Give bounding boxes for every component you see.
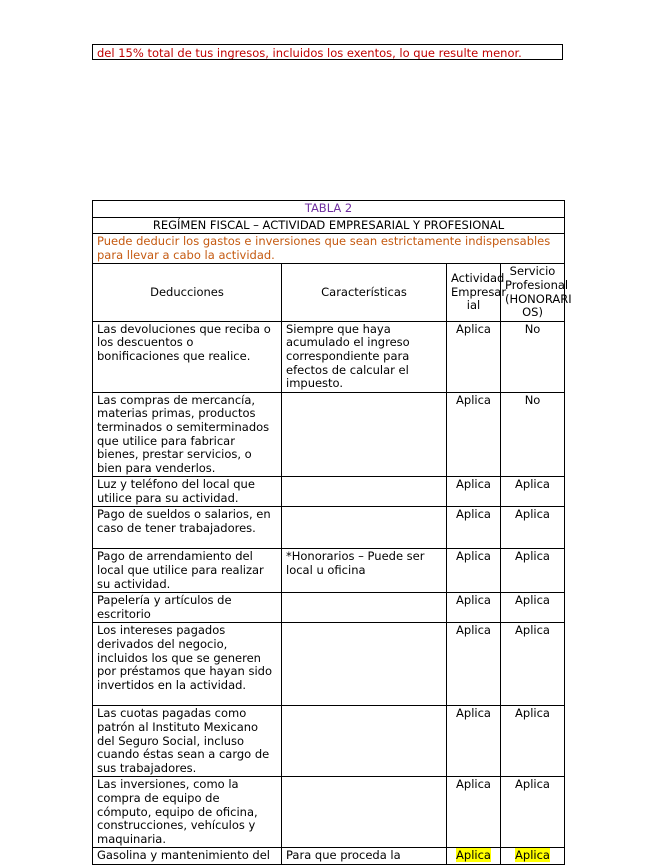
row-deduccion: Pago de sueldos o salarios, en caso de tener trabajadores.: [93, 507, 282, 549]
table-row: [93, 392, 565, 477]
row-caracteristica: *Honorarios – Puede ser local u oficina: [282, 549, 447, 593]
row-actividad: Aplica: [447, 777, 501, 848]
row-actividad: Aplica: [447, 623, 501, 706]
row-deduccion: Papelería y artículos de escritorio: [93, 593, 282, 623]
row-caracteristica: [282, 477, 447, 507]
row-deduccion: Las compras de mercancía, materias primas, productos terminados o semiterminados que utilice para fabricar bienes, prestar servicios, o bien para venderlos.: [93, 392, 282, 477]
row-actividad: Aplica: [447, 321, 501, 392]
row-actividad: Aplica: [447, 593, 501, 623]
header-actividad: Actividad Empresar ial: [447, 264, 501, 321]
table-title: TABLA 2: [93, 201, 565, 218]
header-caracteristicas: Características: [282, 264, 447, 321]
row-deduccion: Gasolina y mantenimiento del: [93, 848, 282, 865]
row-servicio: Aplica: [501, 593, 565, 623]
row-deduccion: Pago de arrendamiento del local que utilice para realizar su actividad.: [93, 549, 282, 593]
table-row: [93, 477, 565, 507]
row-deduccion: Las cuotas pagadas como patrón al Instituto Mexicano del Seguro Social, incluso cuando éstas sean a cargo de sus trabajadores.: [93, 706, 282, 777]
row-servicio: Aplica: [501, 507, 565, 549]
row-caracteristica: [282, 706, 447, 777]
row-deduccion: Las devoluciones que reciba o los descuentos o bonificaciones que realice.: [93, 321, 282, 392]
row-servicio: Aplica: [501, 549, 565, 593]
row-deduccion: Los intereses pagados derivados del negocio, incluidos los que se generen por préstamos que hayan sido invertidos en la actividad.: [93, 623, 282, 706]
row-caracteristica: Siempre que haya acumulado el ingreso correspondiente para efectos de calcular el impuesto.: [282, 321, 447, 392]
table-intro: Puede deducir los gastos e inversiones que sean estrictamente indispensables para llevar a cabo la actividad.: [93, 234, 565, 264]
top-text-box: [92, 44, 563, 60]
row-servicio: No: [501, 392, 565, 477]
table-row: [93, 321, 565, 392]
row-servicio: Aplica: [501, 777, 565, 848]
table-subtitle: REGÍMEN FISCAL – ACTIVIDAD EMPRESARIAL Y PROFESIONAL: [93, 217, 565, 234]
table-row: [93, 848, 565, 865]
row-deduccion: Luz y teléfono del local que utilice para su actividad.: [93, 477, 282, 507]
row-servicio: Aplica: [515, 848, 550, 863]
row-actividad: Aplica: [447, 706, 501, 777]
table-row: [93, 777, 565, 848]
row-actividad: Aplica: [447, 477, 501, 507]
row-actividad: Aplica: [447, 392, 501, 477]
row-caracteristica: [282, 623, 447, 706]
row-caracteristica: [282, 507, 447, 549]
header-servicio: Servicio Profesional (HONORARI OS): [501, 264, 565, 321]
row-caracteristica: [282, 593, 447, 623]
row-servicio: Aplica: [501, 623, 565, 706]
row-caracteristica: Para que proceda la: [282, 848, 447, 865]
row-deduccion: Las inversiones, como la compra de equipo de cómputo, equipo de oficina, construcciones, vehículos y maquinaria.: [93, 777, 282, 848]
row-servicio: No: [501, 321, 565, 392]
row-actividad: Aplica: [447, 549, 501, 593]
table-row: [93, 706, 565, 777]
table-row: [93, 507, 565, 549]
tax-regime-table: [92, 200, 572, 865]
header-deducciones: Deducciones: [93, 264, 282, 321]
table-row: [93, 623, 565, 706]
top-text: del 15% total de tus ingresos, incluidos los exentos, lo que resulte menor.: [97, 46, 522, 60]
row-servicio: Aplica: [501, 706, 565, 777]
row-caracteristica: [282, 392, 447, 477]
row-servicio: Aplica: [501, 477, 565, 507]
row-caracteristica: [282, 777, 447, 848]
row-actividad: Aplica: [456, 848, 491, 863]
row-actividad: Aplica: [447, 507, 501, 549]
table-row: [93, 549, 565, 593]
table-row: [93, 593, 565, 623]
